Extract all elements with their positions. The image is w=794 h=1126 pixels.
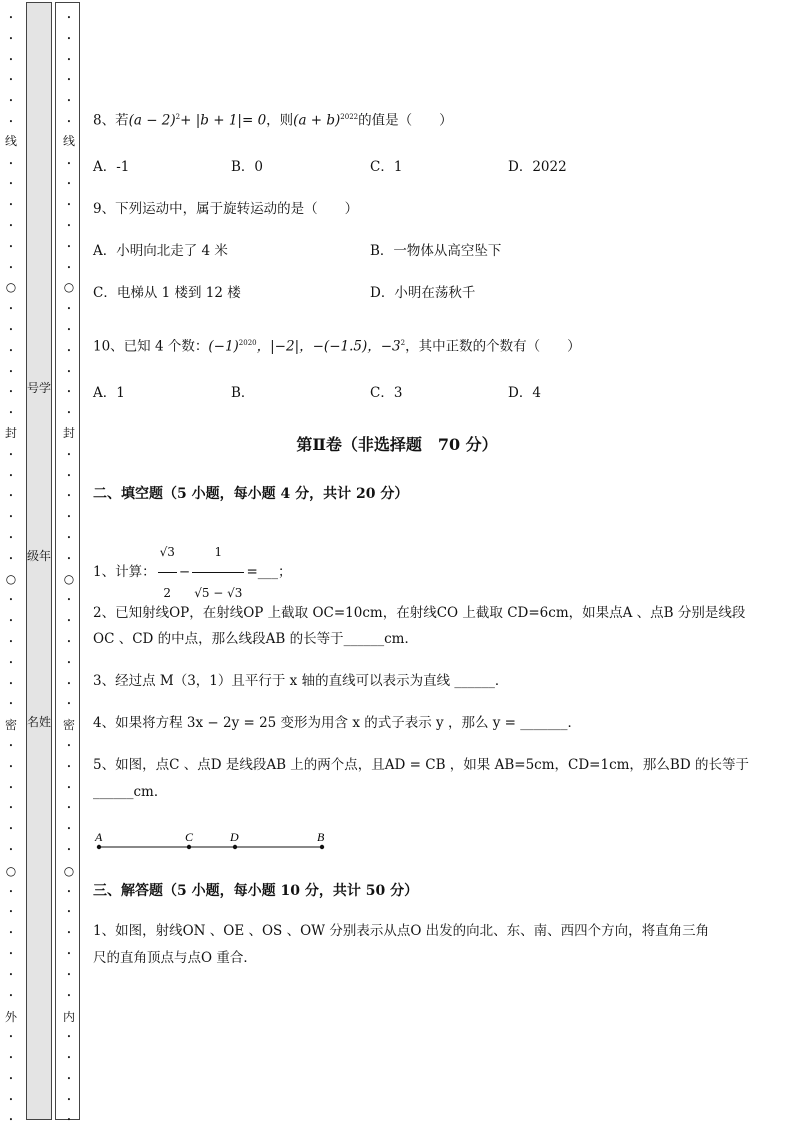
margin-dot: •	[8, 554, 14, 563]
question-8: 8、若$(a - 2)^2+ |b + 1|= 0$，则$(a + b)^{2022}$的值是（ ）	[93, 112, 453, 129]
margin-dot: •	[8, 222, 14, 230]
margin-dot: •	[66, 326, 72, 334]
margin-dot: •	[8, 658, 14, 667]
margin-label: ○	[5, 864, 17, 878]
margin-dot: •	[66, 991, 72, 1000]
margin-dot: •	[8, 180, 14, 189]
margin-dot: •	[8, 929, 14, 938]
margin-label: 线	[62, 134, 75, 148]
margin-label: ○	[5, 572, 17, 586]
q10-option-a: A．1	[93, 385, 125, 401]
q9-option-a: A．小明向北走了 4 米	[93, 243, 228, 259]
margin-dot: •	[66, 513, 72, 522]
margin-dot: •	[8, 991, 14, 1000]
fill-question-5-line-1: 5、如图，点C 、点D 是线段AB 上的两个点，且AD = CB ，如果 AB=5cm，CD=1cm，那么BD 的长等于	[93, 757, 749, 773]
margin-dot: •	[66, 450, 72, 459]
margin-dot: •	[8, 513, 14, 522]
fraction-sqrt3-over-2: $\frac{√3}{2}$	[158, 532, 177, 613]
margin-dot: •	[8, 742, 14, 750]
point-a-dot	[97, 845, 101, 849]
margin-dot: •	[66, 263, 72, 272]
margin-dot: •	[8, 534, 14, 542]
margin-dot: •	[66, 804, 72, 813]
point-b-label: B	[317, 830, 325, 844]
q10-option-d: D．4	[508, 385, 541, 401]
margin-dot: •	[66, 367, 72, 376]
margin-dot: •	[8, 887, 14, 896]
fill-question-2-line-1: 2、已知射线OP，在射线OP 上截取 OC=10cm，在射线CO 上截取 CD=6cm，如果点A 、点B 分别是线段	[93, 605, 746, 621]
q10-option-b: B．	[231, 385, 255, 401]
solve-question-1-line-1: 1、如图，射线ON 、OE 、OS 、OW 分别表示从点O 出发的向北、东、南、西四个方向，将直角三角	[93, 923, 710, 939]
margin-dot: •	[8, 388, 14, 397]
margin-dot: •	[66, 1074, 72, 1083]
margin-dot: •	[66, 846, 72, 854]
margin-dot: •	[8, 34, 14, 43]
margin-label: 封	[4, 426, 17, 440]
point-c-label: C	[185, 830, 194, 844]
fill-question-4: 4、如果将方程 3x − 2y = 25 变形为用含 x 的式子表示 y ，那么 y = _______．	[93, 715, 582, 731]
margin-dot: •	[8, 492, 14, 501]
q9-option-c: C．电梯从 1 楼到 12 楼	[93, 285, 241, 301]
margin-dot: •	[8, 1054, 14, 1062]
section-solve-heading: 三、解答题（5 小题，每小题 10 分，共计 50 分）	[93, 883, 419, 899]
margin-dot: •	[66, 825, 72, 834]
margin-dot: •	[8, 846, 14, 854]
margin-dot: •	[66, 762, 72, 771]
point-c-dot	[187, 845, 191, 849]
margin-dot: •	[66, 346, 72, 355]
point-d-label: D	[230, 830, 239, 844]
field-label: 名姓	[27, 715, 52, 729]
margin-dot: •	[66, 554, 72, 563]
margin-dot: •	[66, 679, 72, 688]
margin-label: 封	[62, 426, 75, 440]
margin-dot: •	[8, 346, 14, 355]
margin-dot: •	[8, 305, 14, 314]
margin-dot: •	[8, 617, 14, 626]
margin-dot: •	[66, 388, 72, 397]
margin-dot: •	[66, 97, 72, 106]
margin-dot: •	[66, 742, 72, 750]
fraction-1-over-sqrt-diff: $\frac{1}{√5 - √3}$	[192, 532, 244, 613]
fill-question-5-line-2: ______cm．	[93, 784, 168, 800]
margin-dot: •	[8, 679, 14, 688]
margin-dot: •	[66, 14, 72, 22]
margin-dot: •	[8, 1074, 14, 1083]
margin-dot: •	[8, 970, 14, 979]
margin-dot: •	[66, 950, 72, 958]
margin-dot: •	[8, 1033, 14, 1042]
q8-option-d: D．2022	[508, 159, 567, 175]
margin-dot: •	[66, 534, 72, 542]
solve-question-1-line-2: 尺的直角顶点与点O 重合．	[93, 950, 257, 966]
fill-question-3: 3、经过点 M（3，1）且平行于 x 轴的直线可以表示为直线 ______．	[93, 673, 509, 689]
outer-dot-column	[0, 0, 22, 1125]
q9-option-b: B．一物体从高空坠下	[370, 243, 502, 259]
margin-dot: •	[66, 1116, 72, 1125]
section-fill-in-heading: 二、填空题（5 小题，每小题 4 分，共计 20 分）	[93, 486, 409, 502]
student-info-band	[26, 2, 52, 1120]
margin-label: 密	[4, 718, 17, 732]
margin-dot: •	[66, 76, 72, 85]
margin-dot: •	[66, 929, 72, 938]
margin-dot: •	[8, 326, 14, 334]
margin-label: ○	[63, 864, 75, 878]
segment-diagram	[90, 826, 340, 858]
q8-option-a: A．-1	[93, 159, 130, 175]
margin-label: 密	[62, 718, 75, 732]
margin-dot: •	[8, 367, 14, 376]
margin-dot: •	[66, 222, 72, 230]
margin-dot: •	[8, 118, 14, 126]
margin-dot: •	[66, 1095, 72, 1104]
margin-dot: •	[66, 617, 72, 626]
margin-dot: •	[8, 14, 14, 22]
margin-dot: •	[8, 450, 14, 459]
field-label: 级年	[27, 549, 52, 563]
margin-dot: •	[66, 242, 72, 251]
margin-dot: •	[8, 201, 14, 210]
margin-dot: •	[66, 471, 72, 480]
margin-dot: •	[66, 118, 72, 126]
margin-label: ○	[63, 572, 75, 586]
margin-dot: •	[66, 596, 72, 605]
q9-option-d: D．小明在荡秋千	[370, 285, 476, 301]
margin-dot: •	[8, 409, 14, 418]
point-a-label: A	[95, 830, 103, 844]
margin-dot: •	[8, 825, 14, 834]
margin-label: ○	[5, 280, 17, 294]
margin-dot: •	[8, 1116, 14, 1125]
margin-dot: •	[8, 263, 14, 272]
margin-label: 外	[4, 1010, 17, 1024]
margin-dot: •	[66, 970, 72, 979]
part-2-title: 第Ⅱ卷（非选择题 70 分）	[296, 435, 498, 454]
margin-dot: •	[8, 159, 14, 168]
question-10: 10、已知 4 个数：$(-1)^{2020}$，|−2|，−(−1.5)，$-3^2$，其中正数的个数有（ ）	[93, 338, 581, 355]
margin-dot: •	[8, 242, 14, 251]
margin-dot: •	[66, 783, 72, 792]
margin-dot: •	[66, 638, 72, 646]
margin-dot: •	[8, 783, 14, 792]
question-9: 9、下列运动中，属于旋转运动的是（ ）	[93, 201, 359, 217]
margin-dot: •	[66, 201, 72, 210]
margin-label: 线	[4, 134, 17, 148]
field-label: 号学	[27, 381, 52, 395]
margin-dot: •	[66, 1054, 72, 1062]
margin-dot: •	[66, 409, 72, 418]
margin-label: 内	[62, 1010, 75, 1024]
q8-option-c: C．1	[370, 159, 403, 175]
margin-dot: •	[66, 908, 72, 917]
margin-dot: •	[8, 471, 14, 480]
margin-dot: •	[66, 34, 72, 43]
margin-dot: •	[66, 55, 72, 64]
margin-label: ○	[63, 280, 75, 294]
point-d-dot	[233, 845, 237, 849]
margin-dot: •	[66, 658, 72, 667]
q10-option-c: C．3	[370, 385, 403, 401]
margin-dot: •	[8, 700, 14, 709]
margin-dot: •	[66, 492, 72, 501]
margin-dot: •	[8, 908, 14, 917]
margin-dot: •	[8, 596, 14, 605]
inner-dot-column	[58, 0, 80, 1125]
margin-dot: •	[66, 180, 72, 189]
point-b-dot	[320, 845, 324, 849]
margin-dot: •	[8, 76, 14, 85]
margin-dot: •	[8, 950, 14, 958]
margin-dot: •	[8, 1095, 14, 1104]
margin-dot: •	[66, 1033, 72, 1042]
margin-dot: •	[8, 804, 14, 813]
margin-dot: •	[8, 55, 14, 64]
margin-dot: •	[8, 638, 14, 646]
margin-dot: •	[66, 700, 72, 709]
fill-question-2-line-2: OC 、CD 的中点，那么线段AB 的长等于______cm．	[93, 631, 418, 647]
margin-dot: •	[66, 887, 72, 896]
q8-option-b: B．0	[231, 159, 264, 175]
fill-question-1: 1、计算： $\frac{√3}{2}$ − $\frac{1}{√5 - √3}$ =___；	[93, 532, 292, 613]
margin-dot: •	[8, 762, 14, 771]
margin-dot: •	[66, 305, 72, 314]
margin-dot: •	[66, 159, 72, 168]
margin-dot: •	[8, 97, 14, 106]
